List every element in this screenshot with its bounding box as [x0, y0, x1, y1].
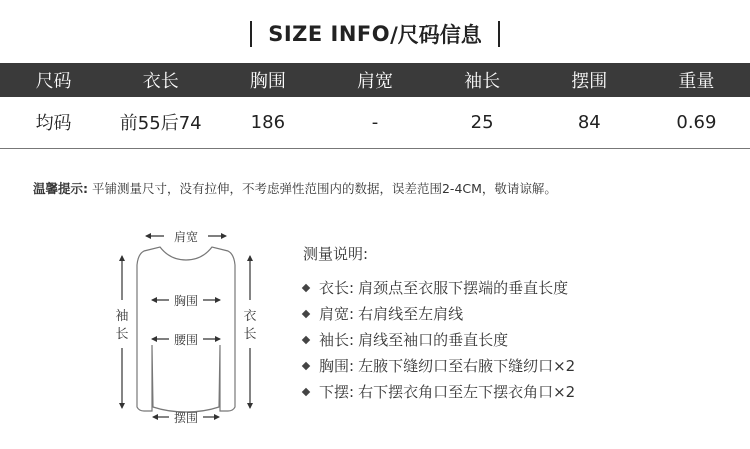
list-item — [303, 379, 575, 405]
title-english: SIZE INFO — [268, 22, 391, 46]
cell-length: 前55后74 — [119, 113, 202, 134]
label-shoulder: 肩宽 — [173, 230, 199, 244]
title-divider-right — [498, 21, 500, 47]
explain-title: 测量说明: — [303, 245, 369, 263]
header-hem: 摆围 — [536, 63, 643, 97]
cell-sleeve: 25 — [470, 111, 494, 133]
item-desc: 右肩线至左肩线 — [358, 305, 464, 323]
label-length-2: 长 — [243, 327, 257, 342]
cell-chest: 186 — [250, 111, 286, 133]
list-item — [303, 327, 575, 353]
list-item — [303, 301, 575, 327]
tip-label: 温馨提示: — [33, 181, 88, 196]
header-weight: 重量 — [643, 63, 750, 97]
diamond-bullet-icon — [302, 310, 310, 318]
shirt-outline — [137, 247, 235, 412]
header-shoulder: 肩宽 — [321, 63, 428, 97]
cell-weight: 0.69 — [676, 111, 717, 133]
explain-list — [303, 275, 575, 405]
title-divider-left — [250, 21, 252, 47]
table-header-row — [0, 63, 750, 97]
list-item — [303, 353, 575, 379]
item-name: 衣长: — [319, 279, 355, 297]
label-sleeve-2: 长 — [115, 327, 129, 342]
diamond-bullet-icon — [302, 388, 310, 396]
cell-hem: 84 — [577, 111, 601, 133]
cell-shoulder: - — [371, 111, 379, 133]
garment-sketch — [100, 220, 270, 445]
item-desc: 肩线至袖口的垂直长度 — [358, 331, 509, 349]
header-length: 衣长 — [107, 63, 214, 97]
item-desc: 左腋下缝纫口至右腋下缝纫口×2 — [358, 357, 576, 375]
page-title — [0, 14, 750, 54]
label-chest: 胸围 — [173, 294, 199, 308]
list-item — [303, 275, 575, 301]
tip-text: 平铺测量尺寸，没有拉伸，不考虑弹性范围内的数据，误差范围2-4CM，敬请谅解。 — [88, 181, 557, 196]
diamond-bullet-icon — [302, 284, 310, 292]
cell-size: 均码 — [35, 113, 72, 134]
label-length-1: 衣 — [243, 309, 257, 324]
item-desc: 肩颈点至衣服下摆端的垂直长度 — [358, 279, 569, 297]
size-table — [0, 63, 750, 147]
item-name: 袖长: — [319, 331, 355, 349]
item-desc: 右下摆衣角口至左下摆衣角口×2 — [358, 383, 576, 401]
item-name: 下摆: — [319, 383, 355, 401]
table-row — [0, 97, 750, 147]
table-bottom-divider — [0, 148, 750, 149]
measurement-diagram — [100, 220, 270, 445]
header-sleeve: 袖长 — [429, 63, 536, 97]
item-name: 肩宽: — [319, 305, 355, 323]
label-waist: 腰围 — [173, 333, 199, 347]
tip-note — [33, 179, 557, 197]
label-sleeve-1: 袖 — [115, 309, 129, 324]
header-size: 尺码 — [0, 63, 107, 97]
label-hem: 摆围 — [173, 411, 199, 425]
item-name: 胸围: — [319, 357, 355, 375]
title-chinese: /尺码信息 — [390, 23, 482, 47]
diamond-bullet-icon — [302, 336, 310, 344]
diamond-bullet-icon — [302, 362, 310, 370]
header-chest: 胸围 — [214, 63, 321, 97]
